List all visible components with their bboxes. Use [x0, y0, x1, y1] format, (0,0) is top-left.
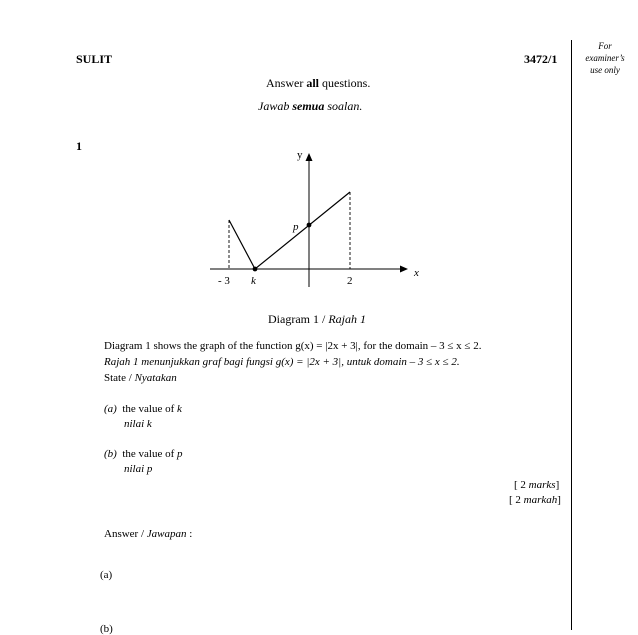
answer-heading: Answer / Jawapan : — [104, 528, 193, 540]
part-a: (a) the value of k — [104, 403, 182, 415]
part-b: (b) the value of p — [104, 448, 183, 460]
instruction-english: Answer all questions. — [266, 76, 371, 90]
x-axis-label: x — [414, 267, 419, 279]
y-axis-arrow — [306, 153, 313, 161]
state-instruction: State / Nyatakan — [104, 372, 177, 384]
diagram-caption: Diagram 1 / Rajah 1 — [268, 312, 366, 326]
tick-label-neg3: - 3 — [218, 275, 230, 287]
tick-label-k: k — [251, 275, 256, 287]
point-k — [253, 267, 258, 272]
graph-line — [229, 192, 350, 269]
examiner-note-line-3: use only — [590, 65, 620, 75]
question-text-malay: Rajah 1 menunjukkan graf bagi fungsi g(x) = |2x + 3|, untuk domain – 3 ≤ x ≤ 2. — [104, 356, 460, 368]
tick-label-2: 2 — [347, 275, 353, 287]
question-text-english: Diagram 1 shows the graph of the function g(x) = |2x + 3|, for the domain – 3 ≤ x ≤ 2. — [104, 340, 482, 352]
answer-part-a: (a) — [100, 569, 113, 581]
answer-part-b: (b) — [100, 623, 113, 635]
part-a-malay: nilai k — [124, 418, 152, 430]
part-b-malay: nilai p — [124, 463, 153, 475]
marks-english: [ 2 marks] — [514, 479, 560, 491]
marks-malay: [ 2 markah] — [509, 494, 561, 506]
point-label-p: p — [293, 221, 299, 233]
header-sulit: SULIT — [76, 52, 113, 66]
question-number: 1 — [76, 139, 82, 153]
x-axis-arrow — [400, 266, 408, 273]
examiner-note-line-2: examiner’s — [585, 53, 625, 63]
examiner-note-line-1: For — [598, 41, 612, 51]
instruction-malay: Jawab semua soalan. — [258, 99, 363, 113]
header-paper-code: 3472/1 — [524, 52, 558, 66]
y-axis-label: y — [297, 149, 303, 161]
point-p — [307, 223, 312, 228]
